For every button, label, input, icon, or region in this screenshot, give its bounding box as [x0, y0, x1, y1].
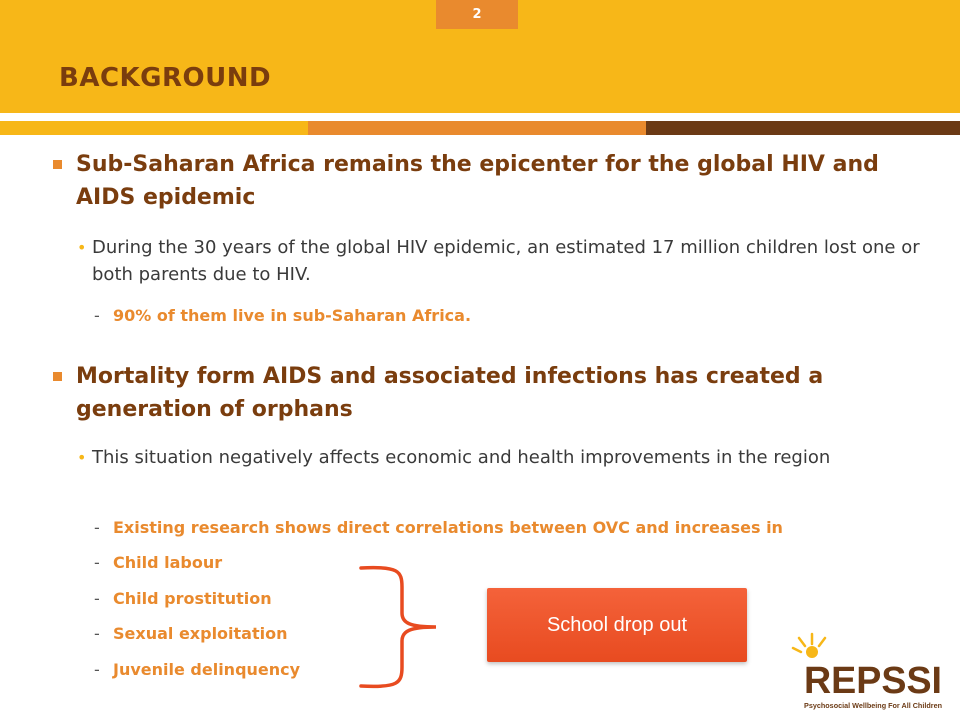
bullet-level2	[77, 234, 922, 288]
bullet-text: Sub-Saharan Africa remains the epicenter for the global HIV and AIDS epidemic	[76, 152, 879, 210]
bullet-text: This situation negatively affects economic and health improvements in the region	[92, 447, 831, 468]
dash-bullet-icon: -	[94, 306, 100, 325]
dash-bullet-icon: -	[94, 660, 100, 679]
square-bullet-icon	[53, 160, 62, 169]
bullet-text: Existing research shows direct correlations between OVC and increases in	[113, 518, 783, 537]
bullet-level3	[94, 517, 783, 539]
dash-bullet-icon: -	[94, 589, 100, 608]
bullet-level3	[94, 305, 472, 327]
bullet-text: Child labour	[113, 553, 223, 572]
right-brace-icon	[356, 565, 442, 691]
bullet-text: Juvenile delinquency	[113, 660, 301, 679]
bullet-level2	[77, 444, 922, 471]
bullet-level3	[94, 623, 288, 645]
bullet-text: During the 30 years of the global HIV epidemic, an estimated 17 million children lost one or both parents due to HIV.	[92, 237, 920, 285]
slide-title: BACKGROUND	[59, 63, 272, 93]
dash-bullet-icon: -	[94, 553, 100, 572]
bullet-level1	[76, 148, 896, 214]
logo-wordmark: REPSSI	[804, 660, 942, 702]
bullet-level3	[94, 588, 272, 610]
bullet-level3	[94, 659, 301, 681]
bullet-text: Mortality form AIDS and associated infections has created a generation of orphans	[76, 364, 824, 422]
logo-tagline: Psychosocial Wellbeing For All Children	[804, 703, 942, 710]
square-bullet-icon	[53, 372, 62, 381]
dot-bullet-icon: •	[77, 238, 87, 257]
dash-bullet-icon: -	[94, 518, 100, 537]
bullet-level1	[76, 360, 896, 426]
dot-bullet-icon: •	[77, 448, 87, 467]
bullet-text: Child prostitution	[113, 589, 272, 608]
school-drop-out-callout[interactable]: School drop out	[487, 588, 747, 662]
repssi-logo	[790, 630, 950, 715]
dash-bullet-icon: -	[94, 624, 100, 643]
bullet-text: 90% of them live in sub-Saharan Africa.	[113, 306, 472, 325]
page-number: 2	[436, 0, 518, 29]
bullet-text: Sexual exploitation	[113, 624, 288, 643]
bullet-level3	[94, 552, 223, 574]
sun-icon	[806, 646, 818, 658]
